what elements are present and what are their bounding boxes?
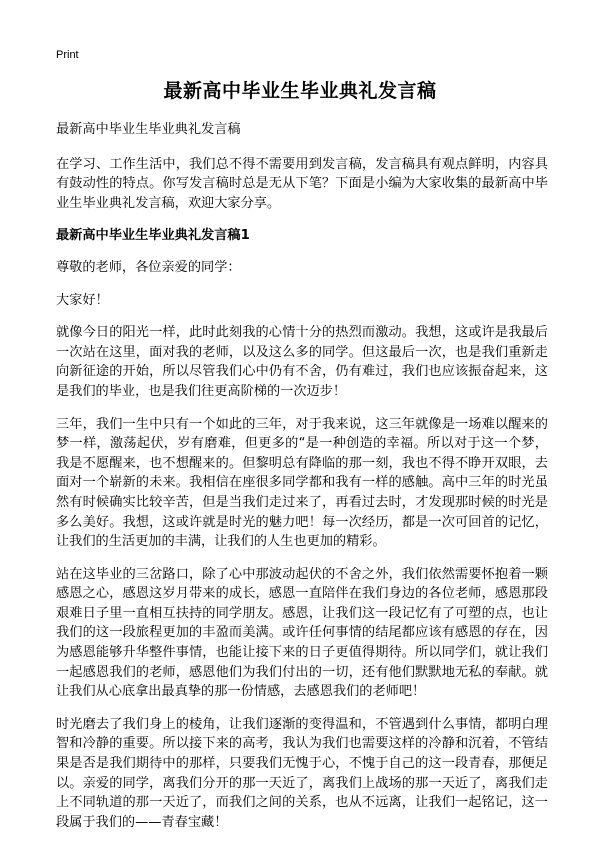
speech-paragraph-4: 时光磨去了我们身上的棱角，让我们逐渐的变得温和，不管遇到什么事情，都明白理智和冷静的重要。所以接下来的高考，我认为我们也需要这样的冷静和沉着，不管结果是否是我们期待中的那样，只要我们无愧于心，不愧于自己的这一段青春，那便足以。亲爱的同学，离我们分开的那一天近了，离我们上战场的那一天近了，离我们走上不同轨道的那一天近了，而我们之间的关系，也从不远离，让我们一起铭记，这一段属于我们的——青春宝藏！ bbox=[56, 716, 548, 830]
print-label: Print bbox=[56, 49, 79, 61]
document-body bbox=[56, 120, 548, 845]
document-title: 最新高中毕业生毕业典礼发言稿 bbox=[163, 80, 437, 102]
speech-paragraph-1: 就像今日的阳光一样，此时此刻我的心情十分的热烈而激动。我想，这或许是我最后一次站在这里，面对我的老师，以及这么多的同学。但这最后一次，也是我们重新走向新征途的开始，所以尽管我们心中仍有不舍，仍有难过，我们也应该振奋起来，这是我们的毕业，也是我们往更高阶梯的一次迈步！ bbox=[56, 325, 548, 399]
speech-paragraph-3: 站在这毕业的三岔路口，除了心中那波动起伏的不舍之外，我们依然需要怀抱着一颗感恩之心，感恩这岁月带来的成长，感恩一直陪伴在我们身边的各位老师，感恩那段艰难日子里一直相互扶持的同学朋友。感恩，让我们这一段记忆有了可塑的点，也让我们的这一段旅程更加的丰盈而美满。或许任何事情的结尾都应该有感恩的存在，因为感恩能够升华整件事情，也能让接下来的日子更值得期待。所以同学们，就让我们一起感恩我们的老师，感恩他们为我们付出的一切，还有他们默默地无私的奉献。就让我们从心底拿出最真挚的那一份情感，去感恩我们的老师吧！ bbox=[56, 566, 548, 700]
document-subtitle: 最新高中毕业生毕业典礼发言稿 bbox=[56, 122, 241, 137]
speech-paragraph-2: 三年，我们一生中只有一个如此的三年，对于我来说，这三年就像是一场难以醒来的梦一样，激荡起伏，岁有磨难，但更多的“是一种创造的幸福。所以对于这一个梦，我是不愿醒来，也不想醒来的。但黎明总有降临的那一刻，我也不得不睁开双眼，去面对一个崭新的未来。我相信在座很多同学都和我有一样的感触。高中三年的时光虽然有时候确实比较辛苦，但是当我们走过来了，再看过去时，才发现那时候的时光是多么美好。我想，这或许就是时光的魅力吧！每一次经历，都是一次可回首的记忆，让我们的生活更加的丰满，让我们的人生也更加的精彩。 bbox=[56, 416, 548, 550]
intro-paragraph: 在学习、工作生活中，我们总不得不需要用到发言稿，发言稿具有观点鲜明，内容具有鼓动性的特点。你写发言稿时总是无从下笔？下面是小编为大家收集的最新高中毕业生毕业典礼发言稿，欢迎大家分享。 bbox=[56, 156, 548, 211]
greeting: 大家好！ bbox=[56, 292, 109, 308]
salutation: 尊敬的老师，各位亲爱的同学： bbox=[56, 259, 241, 275]
section-heading: 最新高中毕业生毕业典礼发言稿1 bbox=[56, 228, 250, 244]
